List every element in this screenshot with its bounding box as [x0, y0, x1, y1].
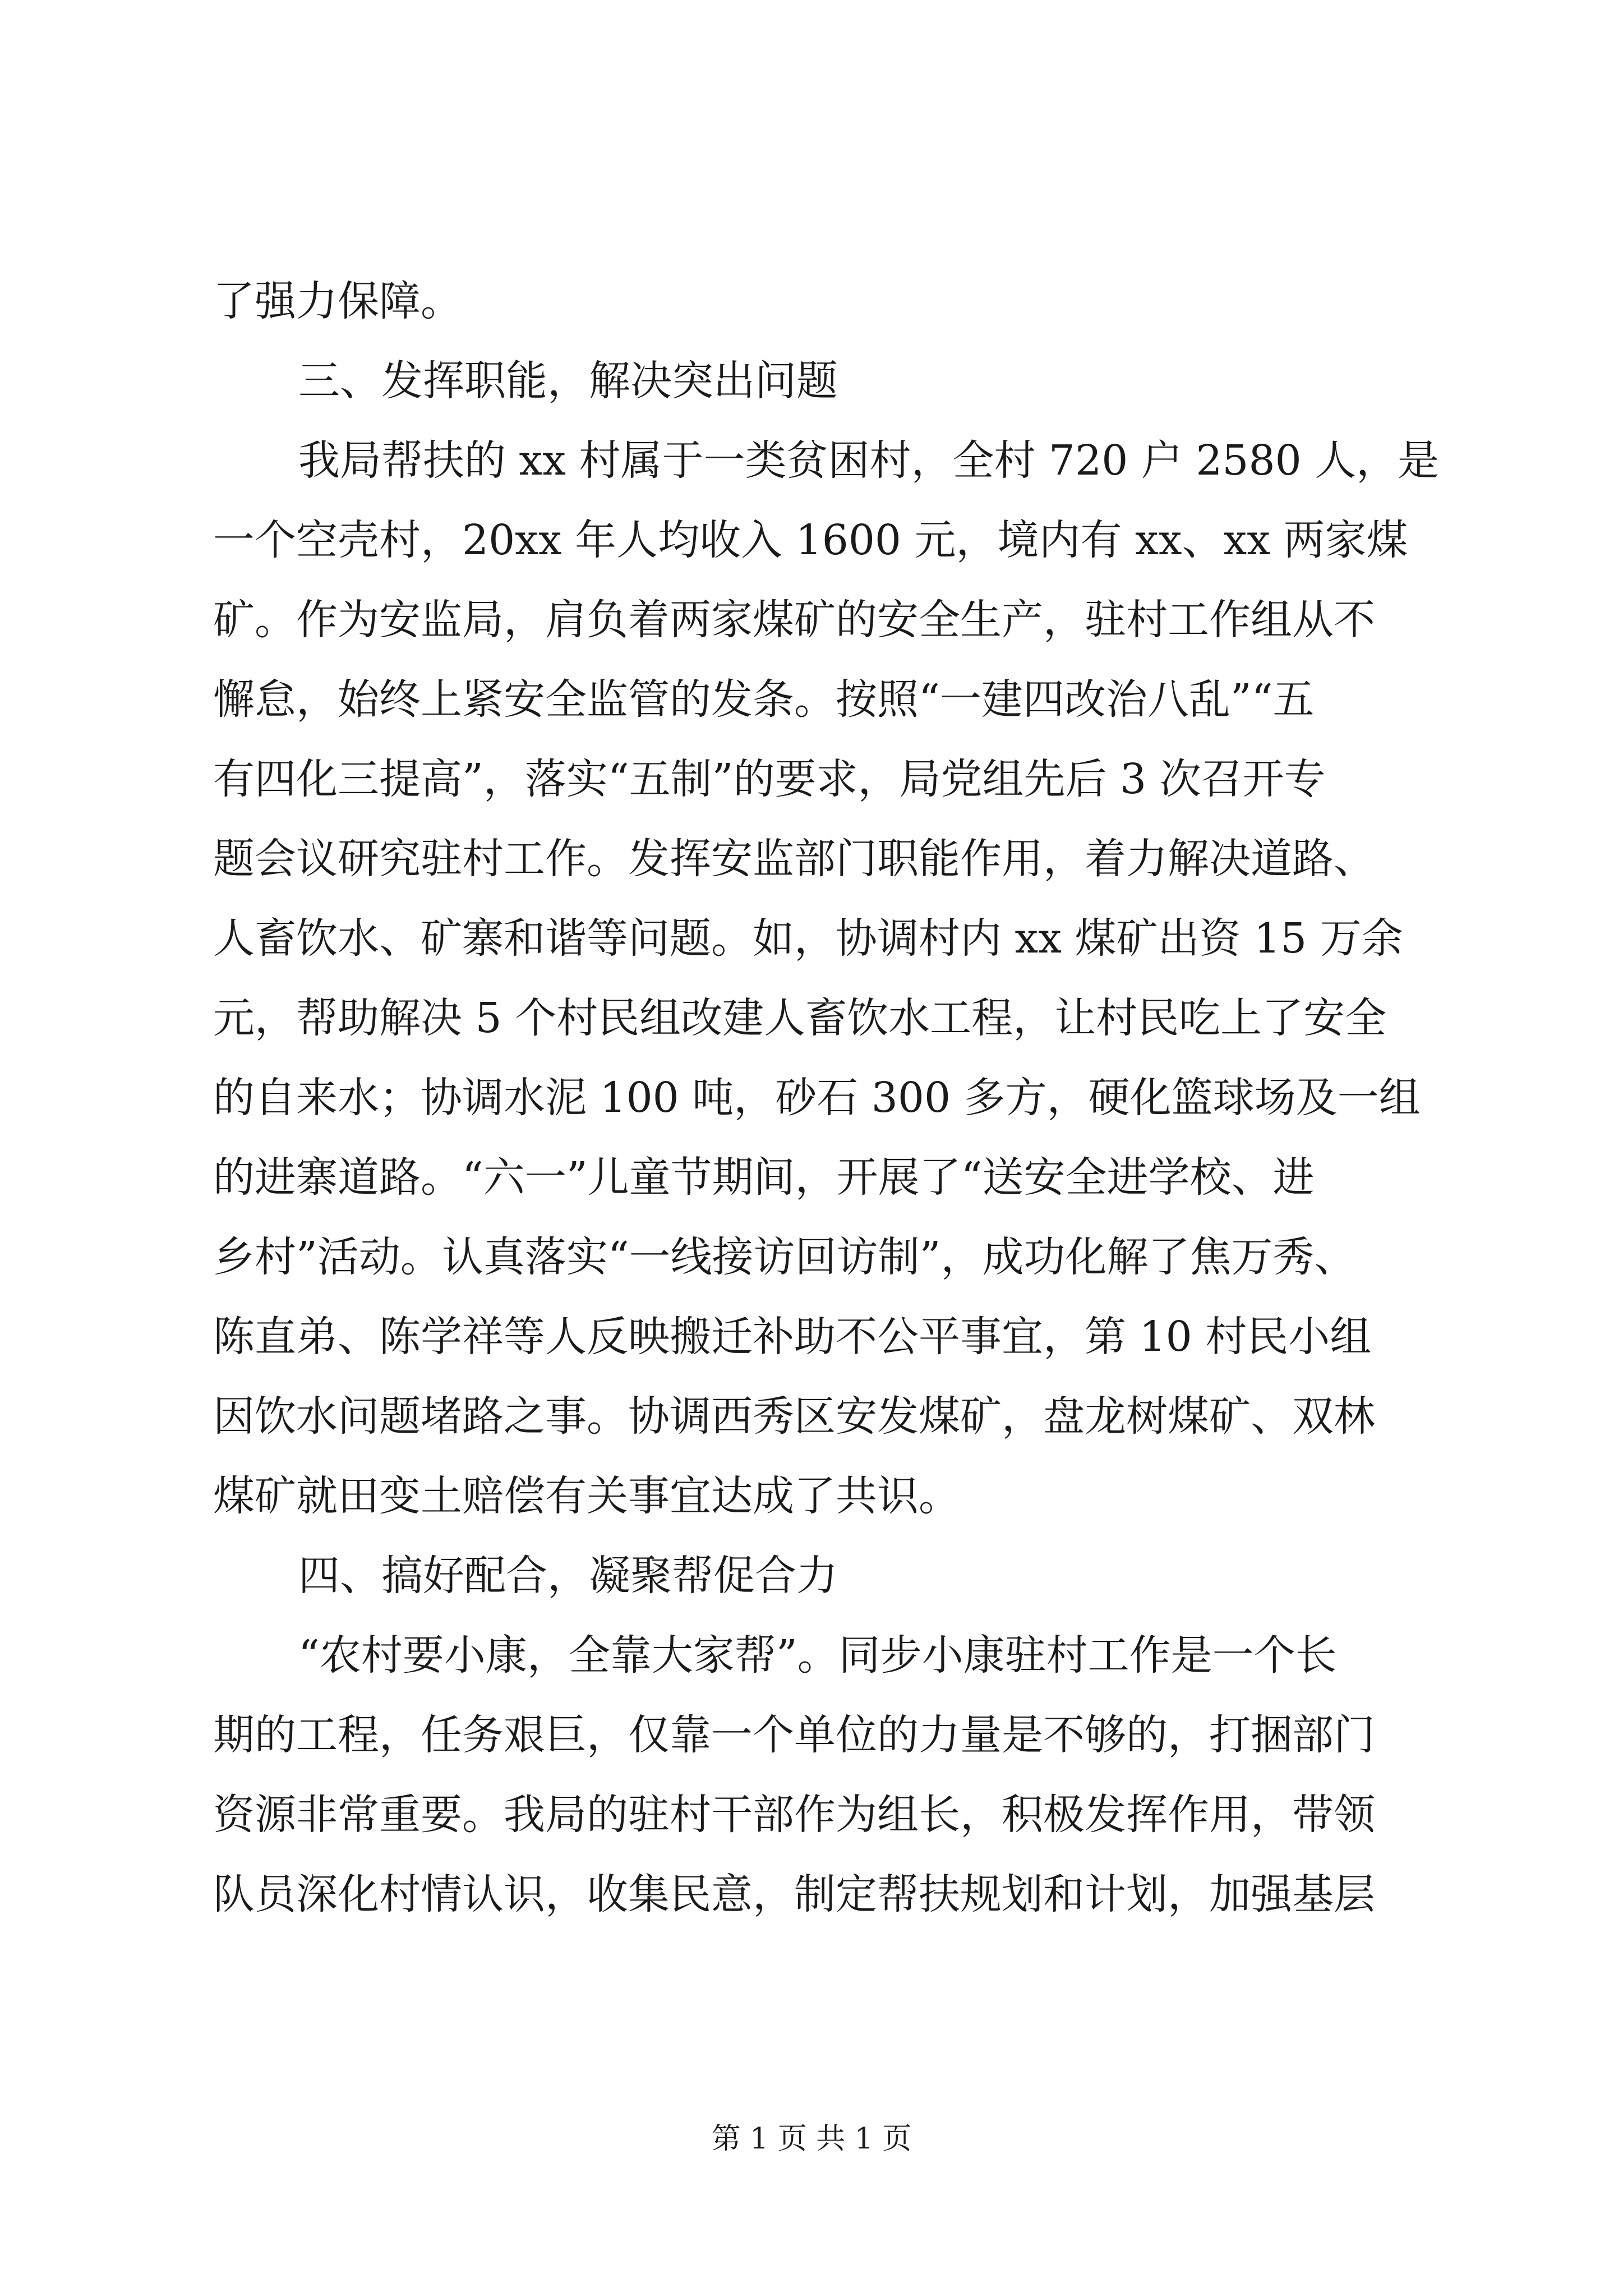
text-line: 的自来水；协调水泥 100 吨，砂石 300 多方，硬化篮球场及一组: [213, 1074, 1421, 1122]
text-line: 了强力保障。: [213, 277, 462, 325]
text-line: 题会议研究驻村工作。发挥安监部门职能作用，着力解决道路、: [213, 835, 1375, 883]
page-number-label: 第 1 页 共 1 页: [711, 2122, 912, 2156]
text-line: 陈直弟、陈学祥等人反映搬迁补助不公平事宜，第 10 村民小组: [213, 1313, 1372, 1361]
text-line: 我局帮扶的 xx 村属于一类贫困村，全村 720 户 2580 人，是: [298, 436, 1440, 485]
text-line: 矿。作为安监局，肩负着两家煤矿的安全生产，驻村工作组从不: [213, 596, 1375, 644]
text-line: 期的工程，任务艰巨，仅靠一个单位的力量是不够的，打捆部门: [213, 1711, 1375, 1759]
text-line: 队员深化村情认识，收集民意，制定帮扶规划和计划，加强基层: [213, 1870, 1375, 1918]
text-line: 有四化三提高”，落实“五制”的要求，局党组先后 3 次召开专: [213, 755, 1326, 803]
text-line: 因饮水问题堵路之事。协调西秀区安发煤矿，盘龙树煤矿、双林: [213, 1392, 1375, 1441]
text-line: 乡村”活动。认真落实“一线接访回访制”，成功化解了焦万秀、: [213, 1233, 1356, 1281]
text-line: 煤矿就田变土赔偿有关事宜达成了共识。: [213, 1472, 960, 1520]
text-line: 懈怠，始终上紧安全监管的发条。按照“一建四改治八乱”“五: [213, 675, 1315, 724]
text-line: 人畜饮水、矿寨和谐等问题。如，协调村内 xx 煤矿出资 15 万余: [213, 914, 1403, 963]
page-footer: [0, 2115, 1623, 2157]
section-heading: 三、发挥职能，解决突出问题: [298, 357, 838, 405]
text-line: 元，帮助解决 5 个村民组改建人畜饮水工程，让村民吃上了安全: [213, 994, 1387, 1042]
text-line: 的进寨道路。“六一”儿童节期间，开展了“送安全进学校、进: [213, 1153, 1315, 1202]
document-body: [213, 261, 1440, 1934]
text-line: 一个空壳村，20xx 年人均收入 1600 元，境内有 xx、xx 两家煤: [213, 516, 1408, 564]
section-heading: 四、搞好配合，凝聚帮促合力: [298, 1552, 838, 1600]
text-line: “农村要小康，全靠大家帮”。同步小康驻村工作是一个长: [298, 1631, 1337, 1680]
text-line: 资源非常重要。我局的驻村干部作为组长，积极发挥作用，带领: [213, 1791, 1375, 1839]
